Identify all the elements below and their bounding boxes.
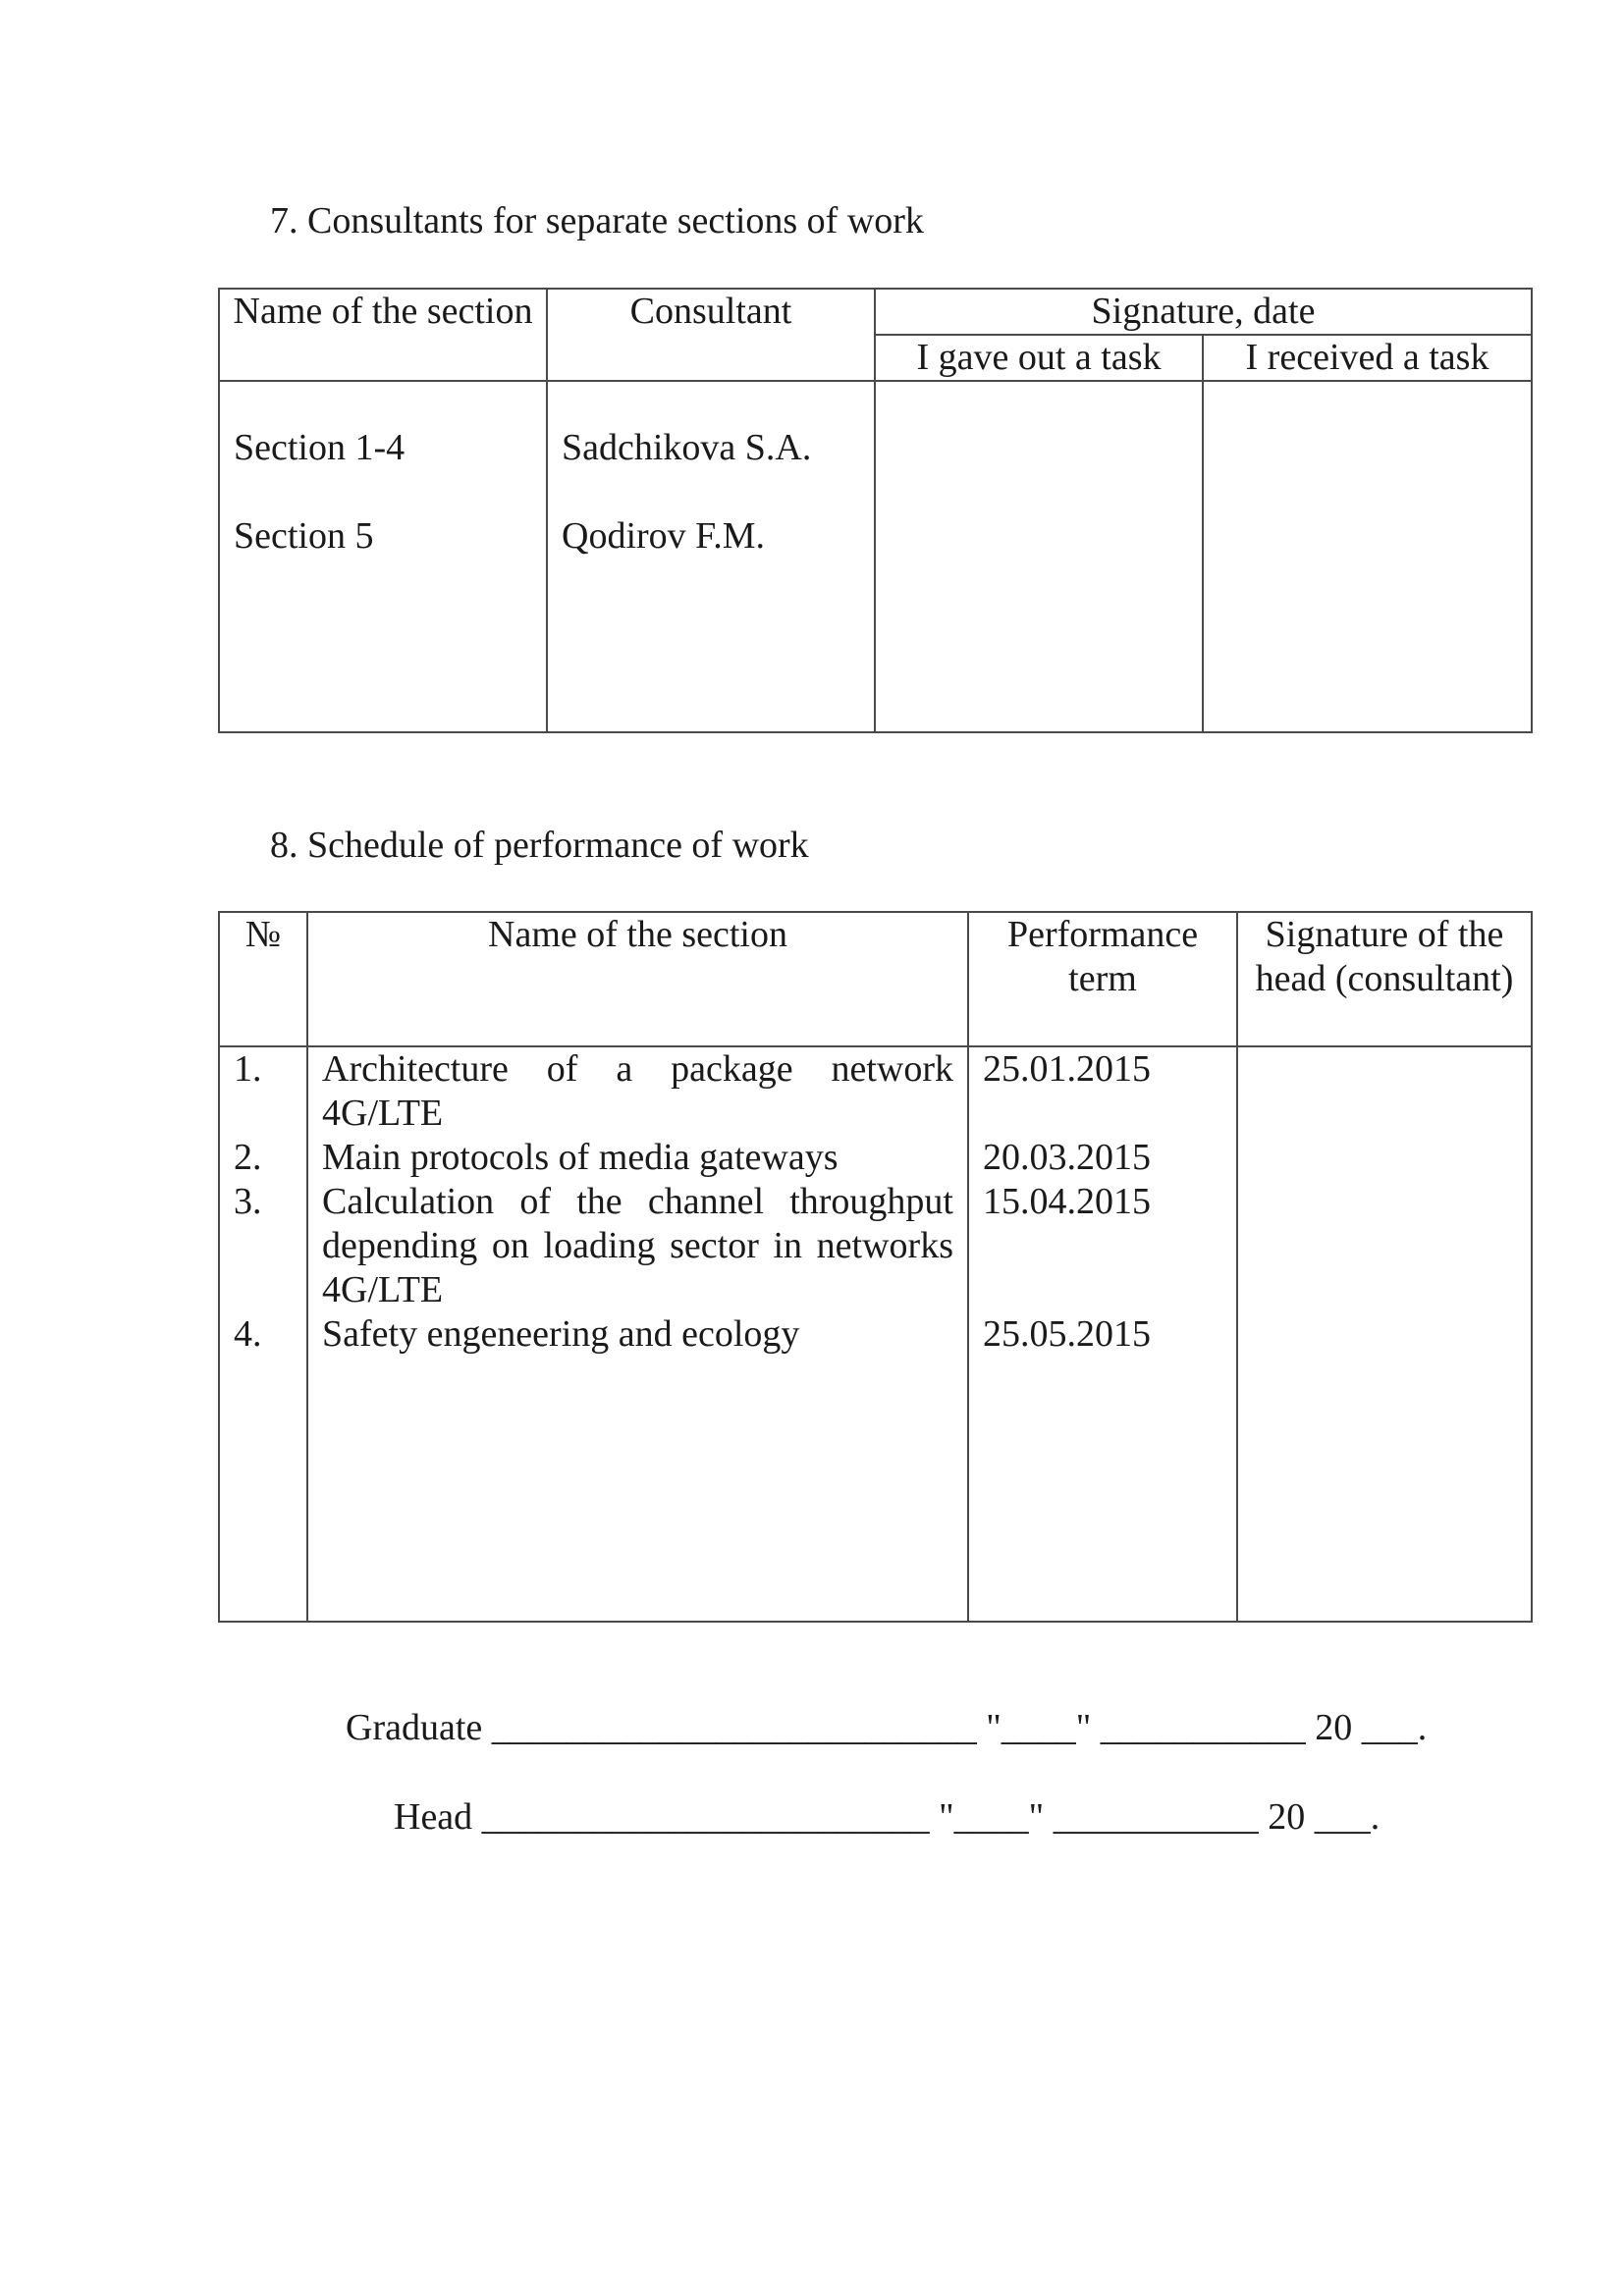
received-task-signature-cell [1203,381,1532,732]
section-7-heading: 7. Consultants for separate sections of work [270,200,924,241]
item-term: 25.01.2015 [983,1048,1151,1090]
item-term: 25.05.2015 [983,1313,1151,1355]
section-name: Section 5 [234,515,374,557]
header-section-name: Name of the section [219,289,547,381]
item-number: 4. [234,1313,262,1355]
schedule-table [218,911,1533,1623]
header-head-signature: Signature of the head (consultant) [1237,912,1532,1046]
header-number: № [219,912,307,1046]
section-names-cell [219,381,547,732]
numbers-cell [219,1046,307,1622]
consultants-table [218,288,1533,733]
item-number: 2. [234,1137,262,1178]
section-names-cell [307,1046,968,1622]
section-8-heading: 8. Schedule of performance of work [270,825,809,866]
item-term: 15.04.2015 [983,1181,1151,1222]
header-section-name: Name of the section [307,912,968,1046]
item-name: Calculation of the channel throughput depending on loading sector in networks 4G/LTE [322,1181,953,1310]
graduate-signature-line: Graduate __________________________ "____" ___________ 20 ___. [346,1707,1428,1748]
item-number: 3. [234,1181,262,1222]
section-name: Section 1-4 [234,427,406,468]
terms-cell [968,1046,1237,1622]
header-performance-term: Performance term [968,912,1237,1046]
consultant-name: Qodirov F.M. [562,515,766,557]
item-name: Architecture of a package network 4G/LTE [322,1048,953,1134]
item-name: Safety engeneering and ecology [322,1313,800,1355]
head-signature-cell [1237,1046,1532,1622]
gave-task-signature-cell [875,381,1203,732]
header-received-task: I received a task [1203,335,1532,381]
header-consultant: Consultant [547,289,875,381]
header-gave-task: I gave out a task [875,335,1203,381]
item-name: Main protocols of media gateways [322,1137,839,1178]
head-signature-line: Head ________________________ "____" ___________ 20 ___. [394,1796,1380,1838]
item-number: 1. [234,1048,262,1090]
consultants-cell [547,381,875,732]
consultant-name: Sadchikova S.A. [562,427,812,468]
item-term: 20.03.2015 [983,1137,1151,1178]
header-signature-date: Signature, date [875,289,1532,335]
